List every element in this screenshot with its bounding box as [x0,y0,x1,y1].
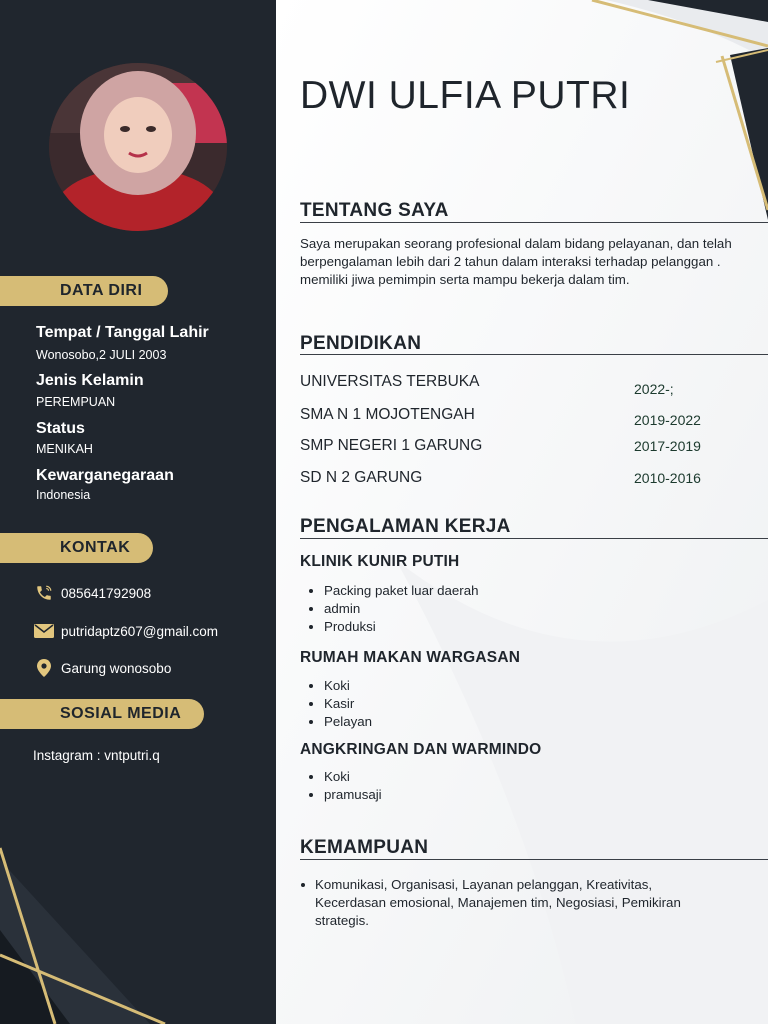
field-label-status: Status [36,420,85,437]
experience-title: PENGALAMAN KERJA [300,516,511,537]
field-value-birth: Wonosobo,2 JULI 2003 [36,348,167,362]
field-label-citizenship: Kewarganegaraan [36,467,174,484]
job-employer: ANGKRINGAN DAN WARMINDO [300,741,542,758]
profile-photo [49,63,227,231]
about-divider [300,222,768,223]
field-value-gender: PEREMPUAN [36,395,116,409]
kontak-header [0,533,153,563]
location-pin-icon [33,659,55,677]
contact-phone[interactable] [33,584,151,602]
education-school: SMP NEGERI 1 GARUNG [300,437,483,454]
job-task: Packing paket luar daerah [308,582,479,600]
education-title: PENDIDIKAN [300,333,422,354]
skills-text: Komunikasi, Organisasi, Layanan pelanggan, Kreativitas, Kecerdasan emosional, Manajemen tim, Negosiasi, Pemikiran strategis. [300,876,720,930]
profile-name: DWI ULFIA PUTRI [300,74,631,117]
skills-title: KEMAMPUAN [300,837,429,858]
sosial-media-title: SOSIAL MEDIA [60,705,182,722]
job-task: Koki [308,677,372,695]
instagram-handle[interactable]: Instagram : vntputri.q [33,748,160,763]
education-divider [300,354,768,355]
main-decoration [276,0,768,1024]
job-employer: KLINIK KUNIR PUTIH [300,553,460,570]
education-years: 2019-2022 [634,412,701,428]
contact-phone-text: 085641792908 [61,585,152,601]
education-years: 2022-; [634,381,674,397]
phone-icon [33,584,55,602]
contact-location-text: Garung wonosobo [61,660,172,676]
education-school: UNIVERSITAS TERBUKA [300,373,480,390]
education-school: SMA N 1 MOJOTENGAH [300,406,475,423]
kontak-title: KONTAK [60,539,131,556]
education-years: 2010-2016 [634,470,701,486]
job-task: pramusaji [308,786,382,804]
about-text: Saya merupakan seorang profesional dalam bidang pelayanan, dan telah berpengalaman lebih dari 2 tahun dalam interaksi terhadap pelanggan . memiliki jiwa pemimpin serta mampu bekerja dalam tim. [300,236,732,287]
skills-divider [300,859,768,860]
job-task: Pelayan [308,713,372,731]
education-school: SD N 2 GARUNG [300,469,423,486]
sosial-media-header [0,699,204,729]
job-task-list [308,768,382,804]
field-value-status: MENIKAH [36,442,93,456]
mail-icon [33,622,55,640]
data-diri-title: DATA DIRI [60,282,143,299]
data-diri-header [0,276,168,306]
field-label-birth: Tempat / Tanggal Lahir [36,324,209,341]
about-title: TENTANG SAYA [300,200,449,221]
job-task: Koki [308,768,382,786]
job-task: admin [308,600,479,618]
contact-email[interactable] [33,622,218,640]
job-task-list [308,677,372,731]
field-label-gender: Jenis Kelamin [36,372,144,389]
job-task: Produksi [308,618,479,636]
job-task: Kasir [308,695,372,713]
field-value-citizenship: Indonesia [36,488,91,502]
sidebar [0,0,276,1024]
contact-location[interactable] [33,659,171,677]
contact-email-text: putridaptz607@gmail.com [61,623,219,639]
education-years: 2017-2019 [634,438,701,454]
job-employer: RUMAH MAKAN WARGASAN [300,649,521,666]
experience-divider [300,538,768,539]
job-task-list [308,582,479,636]
